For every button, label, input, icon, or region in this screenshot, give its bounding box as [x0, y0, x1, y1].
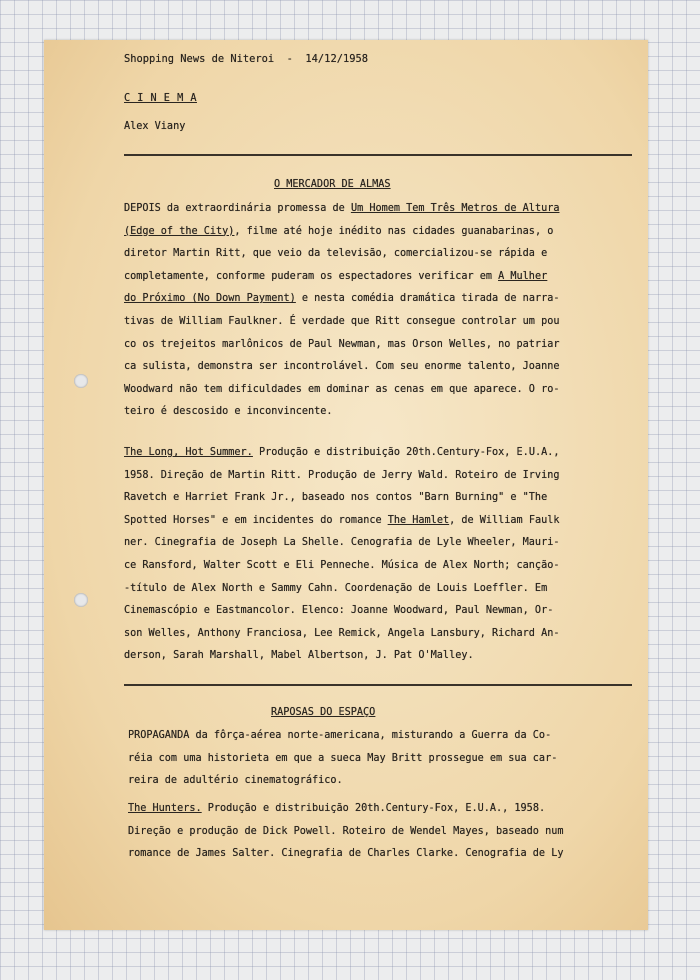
text-line: Direção e produção de Dick Powell. Roteiro de Wendel Mayes, baseado num	[128, 825, 564, 837]
newspaper-header: Shopping News de Niteroi - 14/12/1958	[124, 53, 368, 65]
text-line: -título de Alex North e Sammy Cahn. Coordenação de Louis Loeffler. Em	[124, 582, 548, 594]
text-line: ce Ransford, Walter Scott e Eli Penneche. Música de Alex North; canção-	[124, 559, 560, 571]
text-line: Woodward não tem dificuldades em dominar as cenas em que aparece. O ro-	[124, 383, 560, 395]
review-credits	[124, 442, 560, 668]
review-title: RAPOSAS DO ESPAÇO	[271, 707, 376, 718]
text-line: son Welles, Anthony Franciosa, Lee Remick, Angela Lansbury, Richard An-	[124, 627, 560, 639]
text-line: co os trejeitos marlônicos de Paul Newman, mas Orson Welles, no patriar	[124, 338, 560, 350]
section-heading	[124, 88, 197, 111]
typewritten-page	[44, 40, 648, 930]
review-title: O MERCADOR DE ALMAS	[274, 179, 391, 190]
text-line: romance de James Salter. Cinegrafia de Charles Clarke. Cenografia de Ly	[128, 848, 564, 860]
punch-hole	[74, 374, 88, 388]
text-line: Spotted Horses" e em incidentes do romance The Hamlet, de William Faulk	[124, 514, 560, 526]
review-credits	[128, 798, 563, 866]
text-line: (Edge of the City), filme até hoje inédito nas cidades guanabarinas, o	[124, 225, 554, 237]
separator-line	[124, 154, 632, 156]
punch-hole	[74, 593, 88, 607]
text-line: teiro é descosido e inconvincente.	[124, 406, 333, 418]
author-name: Alex Viany	[124, 121, 186, 132]
text-line: réia com uma historieta em que a sueca May Britt prossegue em sua car-	[128, 752, 558, 764]
review-body	[128, 725, 557, 793]
text-line: Cinemascópio e Eastmancolor. Elenco: Joanne Woodward, Paul Newman, Or-	[124, 605, 554, 617]
text-line: completamente, conforme puderam os espectadores verificar em A Mulher	[124, 270, 548, 282]
text-line: diretor Martin Ritt, que veio da televisão, comercializou-se rápida e	[124, 248, 548, 260]
text-line: do Próximo (No Down Payment) e nesta comédia dramática tirada de narra-	[124, 293, 560, 305]
text-line: 1958. Direção de Martin Ritt. Produção de Jerry Wald. Roteiro de Irving	[124, 469, 560, 481]
review-body	[124, 198, 560, 424]
text-line: PROPAGANDA da fôrça-aérea norte-americana, misturando a Guerra da Co-	[128, 730, 552, 741]
text-line: Ravetch e Harriet Frank Jr., baseado nos contos "Barn Burning" e "The	[124, 492, 548, 504]
text-line: ca sulista, demonstra ser incontrolável. Com seu enorme talento, Joanne	[124, 361, 560, 373]
separator-line	[124, 684, 632, 686]
text-line: DEPOIS da extraordinária promessa de Um Homem Tem Três Metros de Altura	[124, 203, 560, 214]
text-line: The Hunters. Produção e distribuição 20th.Century-Fox, E.U.A., 1958.	[128, 803, 546, 814]
text-line: ner. Cinegrafia de Joseph La Shelle. Cenografia de Lyle Wheeler, Mauri-	[124, 537, 560, 549]
text-line: derson, Sarah Marshall, Mabel Albertson, J. Pat O'Malley.	[124, 650, 474, 662]
text-line: tivas de William Faulkner. É verdade que Ritt consegue controlar um pou	[124, 315, 560, 327]
text-line: reira de adultério cinematográfico.	[128, 775, 343, 787]
section-heading-text: C I N E M A	[124, 93, 197, 104]
text-line: The Long, Hot Summer. Produção e distribuição 20th.Century-Fox, E.U.A.,	[124, 447, 560, 458]
